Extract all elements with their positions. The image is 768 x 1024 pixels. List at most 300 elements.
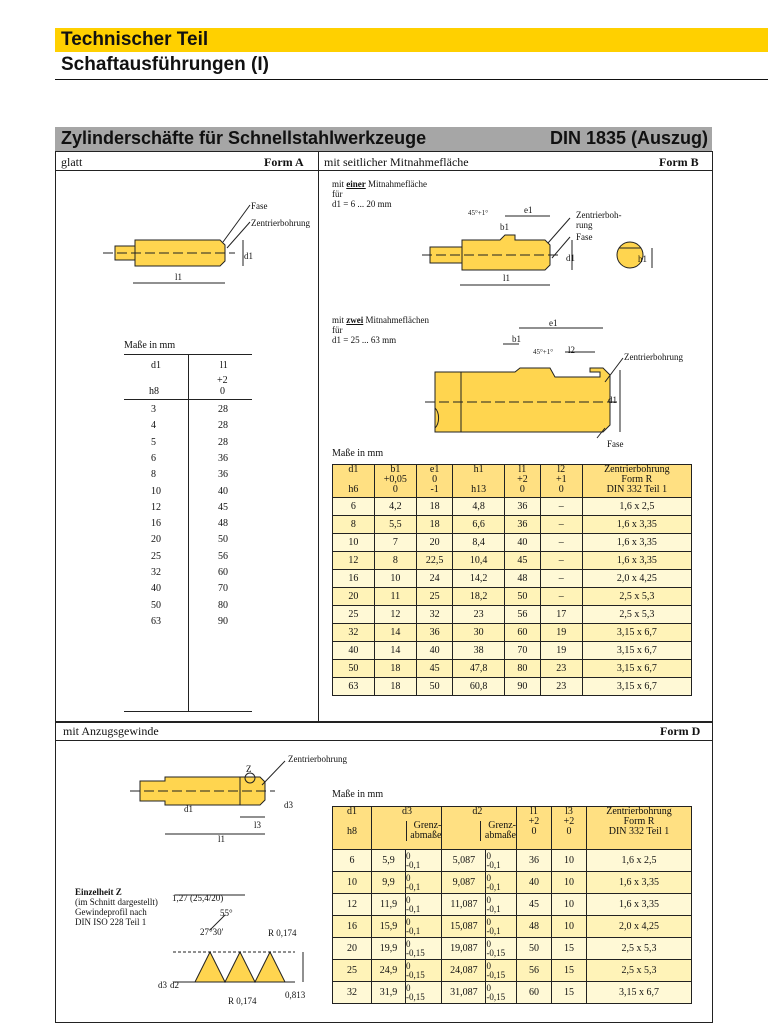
formb-cell: 14 bbox=[374, 624, 416, 642]
formb-drawing-two bbox=[425, 320, 705, 450]
formd-grenz-up: 0 bbox=[406, 960, 411, 971]
formd-r1: R 0,174 bbox=[268, 928, 297, 938]
formb-cell: 4,8 bbox=[453, 498, 505, 516]
formd-einzel-l3: Gewindeprofil nach bbox=[75, 907, 147, 917]
forma-d1: d1 bbox=[244, 251, 253, 261]
formb-cell: 45 bbox=[417, 660, 453, 678]
table-row bbox=[333, 916, 692, 938]
formd-einzel-l4: DIN ISO 228 Teil 1 bbox=[75, 917, 147, 927]
formd-drawing bbox=[130, 755, 310, 840]
formb-two-fuer: für bbox=[332, 325, 343, 335]
formb-cell: 1,6 x 2,5 bbox=[582, 498, 691, 516]
formd-cell: 10 bbox=[552, 916, 587, 938]
forma-label: glatt bbox=[61, 155, 83, 169]
section-bar bbox=[55, 127, 712, 151]
formb2-fase: Fase bbox=[607, 439, 624, 449]
formd-grenz-low: -0,1 bbox=[486, 881, 501, 892]
formd-cell: 10 bbox=[552, 850, 587, 872]
formb-head-cell bbox=[417, 465, 453, 498]
formd-head-cell bbox=[372, 807, 442, 850]
formd-grenz-cell bbox=[406, 982, 442, 1004]
formd-d1: d1 bbox=[184, 804, 193, 814]
formb-cell: 2,5 x 5,3 bbox=[582, 606, 691, 624]
table-row bbox=[333, 624, 692, 642]
formd-cell: 56 bbox=[517, 960, 552, 982]
forma-cell: 56 bbox=[218, 550, 228, 562]
formb-cell: 14 bbox=[374, 642, 416, 660]
formd-grenz-up: 0 bbox=[486, 938, 491, 949]
formb-one-post: Mitnahmefläche bbox=[368, 179, 427, 189]
formb-cell: 25 bbox=[417, 588, 453, 606]
forma-cell: 36 bbox=[218, 469, 228, 481]
header-divider bbox=[55, 79, 768, 80]
formd-a1: 55° bbox=[220, 908, 233, 918]
formd-head-text: l3 bbox=[565, 806, 573, 817]
formb-two-text bbox=[332, 315, 429, 345]
formb-head-text: d1 bbox=[348, 464, 359, 475]
forma-cell: 70 bbox=[218, 583, 228, 595]
section-norm: DIN 1835 (Auszug) bbox=[549, 128, 708, 148]
formd-grenz-low: -0,15 bbox=[406, 991, 425, 1002]
formb-cell: 40 bbox=[504, 534, 540, 552]
formd-cell: 15 bbox=[552, 982, 587, 1004]
formd-cell: 40 bbox=[517, 872, 552, 894]
formb-cell: 18,2 bbox=[453, 588, 505, 606]
formd-pitch: 1,27 (25,4/20) bbox=[172, 893, 224, 903]
formd-cell: 50 bbox=[517, 938, 552, 960]
forma-h2-up: +2 bbox=[217, 375, 228, 386]
formb2-l2: l2 bbox=[568, 345, 576, 355]
formb-cell: 23 bbox=[453, 606, 505, 624]
formb-e1: e1 bbox=[524, 205, 533, 215]
formb-form: Form B bbox=[659, 155, 699, 169]
formd-cell: 15,087 bbox=[442, 916, 486, 938]
forma-cell: 16 bbox=[151, 518, 161, 530]
formb-cell: 40 bbox=[417, 642, 453, 660]
formb-d1: d1 bbox=[566, 253, 575, 263]
formd-head-text: d3 bbox=[402, 806, 412, 817]
forma-cell: 4 bbox=[151, 420, 156, 432]
formb-cell: 10 bbox=[374, 570, 416, 588]
formd-form: Form D bbox=[660, 724, 701, 738]
formd-cell: 1,6 x 3,35 bbox=[587, 872, 692, 894]
formd-cell: 31,087 bbox=[442, 982, 486, 1004]
formb-fase: Fase bbox=[576, 232, 593, 242]
forma-drawing bbox=[95, 190, 315, 290]
formb-cell: 6,6 bbox=[453, 516, 505, 534]
formd-cell: 15,9 bbox=[372, 916, 406, 938]
forma-cell: 50 bbox=[218, 534, 228, 546]
formb-cell: 6 bbox=[333, 498, 375, 516]
formb-cell: 25 bbox=[333, 606, 375, 624]
header-title: Technischer Teil bbox=[61, 29, 209, 50]
formd-head-text: +2 bbox=[528, 816, 540, 827]
formb-cell: 1,6 x 3,35 bbox=[582, 516, 691, 534]
forma-cell: 28 bbox=[218, 420, 228, 432]
formb-zentrier bbox=[576, 210, 621, 230]
formd-grenz-low: -0,15 bbox=[486, 969, 506, 980]
formb2-d1: d1 bbox=[608, 395, 617, 405]
table-row bbox=[333, 552, 692, 570]
formb-head-text: e1 bbox=[429, 464, 440, 475]
formd-head-text: 0 bbox=[531, 826, 537, 837]
formd-grenz-a: Grenz- bbox=[488, 820, 516, 831]
formd-grenz-cell bbox=[486, 960, 517, 982]
formd-cell: 1,6 x 3,35 bbox=[587, 894, 692, 916]
formb-cell: 40 bbox=[333, 642, 375, 660]
formb-cell: 8 bbox=[333, 516, 375, 534]
formd-grenz-up: 0 bbox=[486, 982, 491, 993]
formd-grenz-cell bbox=[406, 894, 442, 916]
formb-cell: 10,4 bbox=[453, 552, 505, 570]
formd-l1: l1 bbox=[218, 834, 226, 844]
formd-grenz-cell bbox=[486, 982, 517, 1004]
table-row bbox=[333, 678, 692, 696]
formb-cell: 4,2 bbox=[374, 498, 416, 516]
formd-einzel-l2: (im Schnitt dargestellt) bbox=[75, 897, 158, 907]
formb-cell: 2,0 x 4,25 bbox=[582, 570, 691, 588]
formd-cell: 12 bbox=[333, 894, 372, 916]
formd-cell: 2,0 x 4,25 bbox=[587, 916, 692, 938]
formd-cell: 11,087 bbox=[442, 894, 486, 916]
formb-cell: 22,5 bbox=[417, 552, 453, 570]
formd-cell: 1,6 x 2,5 bbox=[587, 850, 692, 872]
formd-grenz-low: -0,1 bbox=[406, 881, 421, 892]
formd-cell: 2,5 x 5,3 bbox=[587, 938, 692, 960]
forma-h2: l1 bbox=[220, 360, 228, 371]
formb-cell: 16 bbox=[333, 570, 375, 588]
formd-head-text: 0 bbox=[566, 826, 572, 837]
frame-bottom-head-line bbox=[55, 740, 712, 741]
formb-head-cell bbox=[582, 465, 691, 498]
formd-head-text: h8 bbox=[347, 826, 357, 837]
formd-cell: 60 bbox=[517, 982, 552, 1004]
formd-cell: 3,15 x 6,7 bbox=[587, 982, 692, 1004]
table-row bbox=[333, 960, 692, 982]
formd-grenz-cell bbox=[486, 872, 517, 894]
formd-grenz-up: 0 bbox=[486, 850, 491, 861]
formd-label: mit Anzugsgewinde bbox=[63, 724, 159, 738]
formd-cell: 6 bbox=[333, 850, 372, 872]
formd-cell: 16 bbox=[333, 916, 372, 938]
formb-h1: h1 bbox=[638, 254, 647, 264]
formb-cell: – bbox=[540, 552, 582, 570]
formb-cell: 38 bbox=[453, 642, 505, 660]
formb-cell: 60,8 bbox=[453, 678, 505, 696]
formd-grenz-low: -0,1 bbox=[486, 925, 501, 936]
formb-head-text: +1 bbox=[555, 474, 567, 485]
formd-cell: 10 bbox=[552, 872, 587, 894]
formd-grenz-a: Grenz- bbox=[413, 820, 442, 831]
formd-cell: 5,9 bbox=[372, 850, 406, 872]
formb-head-text: h13 bbox=[471, 484, 487, 495]
forma-cell: 48 bbox=[218, 518, 228, 530]
formb-head-text: Zentrierbohrung bbox=[604, 464, 670, 475]
formd-masse: Maße in mm bbox=[332, 789, 384, 800]
forma-cell: 28 bbox=[218, 404, 228, 415]
formb-one-pre: mit bbox=[332, 179, 345, 189]
table-row bbox=[333, 894, 692, 916]
formb-cell: 90 bbox=[504, 678, 540, 696]
formd-grenz-up: 0 bbox=[406, 850, 411, 861]
formd-cell: 11,9 bbox=[372, 894, 406, 916]
forma-cell: 40 bbox=[151, 583, 161, 595]
formb-one-fuer: für bbox=[332, 189, 343, 199]
formd-grenz-cell bbox=[486, 850, 517, 872]
formd-grenz-cell bbox=[486, 916, 517, 938]
table-row bbox=[333, 516, 692, 534]
formd-cell: 32 bbox=[333, 982, 372, 1004]
formd-cell: 9,9 bbox=[372, 872, 406, 894]
formd-head-cell bbox=[587, 807, 692, 850]
formd-cell: 15 bbox=[552, 960, 587, 982]
formb-cell: 5,5 bbox=[374, 516, 416, 534]
formd-head-text: Zentrierbohrung bbox=[606, 806, 672, 817]
formd-grenz-low: -0,1 bbox=[406, 903, 421, 914]
table-row bbox=[333, 642, 692, 660]
formb-head-cell bbox=[540, 465, 582, 498]
formd-cell: 45 bbox=[517, 894, 552, 916]
formb-head-cell bbox=[453, 465, 505, 498]
formd-zentrier: Zentrierbohrung bbox=[288, 754, 347, 764]
table-row bbox=[333, 872, 692, 894]
formb-cell: 23 bbox=[540, 678, 582, 696]
formb-two-post: Mitnahmeflächen bbox=[365, 315, 429, 325]
formb-cell: 50 bbox=[504, 588, 540, 606]
formd-cell: 19,087 bbox=[442, 938, 486, 960]
forma-cell: 5 bbox=[151, 436, 156, 448]
formb-head-text: Form R bbox=[621, 474, 653, 485]
formd-cell: 31,9 bbox=[372, 982, 406, 1004]
formd-head-cell bbox=[517, 807, 552, 850]
frame-head-line bbox=[55, 170, 712, 171]
formd-grenz-up: 0 bbox=[406, 872, 411, 883]
formb-cell: 19 bbox=[540, 624, 582, 642]
formb-cell: 18 bbox=[417, 516, 453, 534]
formd-cell: 24,087 bbox=[442, 960, 486, 982]
forma-cell: 12 bbox=[151, 501, 161, 513]
formb-cell: 80 bbox=[504, 660, 540, 678]
formd-cell: 10 bbox=[333, 872, 372, 894]
formb-cell: 20 bbox=[417, 534, 453, 552]
section-title: Zylinderschäfte für Schnellstahlwerkzeuge bbox=[61, 128, 427, 148]
formb-cell: 63 bbox=[333, 678, 375, 696]
formd-grenz-low: -0,1 bbox=[486, 859, 501, 870]
forma-l1: l1 bbox=[175, 272, 183, 282]
formb-cell: 56 bbox=[504, 606, 540, 624]
formd-head-text: DIN 332 Teil 1 bbox=[608, 826, 670, 837]
formd-head-cell bbox=[333, 807, 372, 850]
formd-grenz-low: -0,15 bbox=[406, 947, 425, 958]
formb-cell: – bbox=[540, 570, 582, 588]
formd-grenz-up: 0 bbox=[486, 916, 491, 927]
formb-label: mit seitlicher Mitnahmefläche bbox=[324, 155, 469, 169]
formb-cell: 18 bbox=[374, 678, 416, 696]
formb-head-text: 0 bbox=[392, 484, 398, 495]
formb-cell: 50 bbox=[417, 678, 453, 696]
formd-cell: 36 bbox=[517, 850, 552, 872]
formd-grenz-up: 0 bbox=[406, 938, 411, 949]
formb-table bbox=[332, 464, 692, 696]
formb-cell: 17 bbox=[540, 606, 582, 624]
formb-cell: 24 bbox=[417, 570, 453, 588]
formb-cell: 1,6 x 3,35 bbox=[582, 552, 691, 570]
formd-einzel bbox=[75, 887, 158, 927]
table-row bbox=[333, 982, 692, 1004]
formb-cell: 1,6 x 3,35 bbox=[582, 534, 691, 552]
header-subtitle: Schaftausführungen (I) bbox=[61, 54, 269, 75]
table-row bbox=[333, 570, 692, 588]
formb-cell: 18 bbox=[374, 660, 416, 678]
formb-cell: 36 bbox=[504, 498, 540, 516]
formb-cell: 36 bbox=[504, 516, 540, 534]
forma-cell: 60 bbox=[218, 567, 228, 578]
formb-cell: 2,5 x 5,3 bbox=[582, 588, 691, 606]
formb-cell: – bbox=[540, 498, 582, 516]
formb-head-text: 0 bbox=[558, 484, 564, 495]
formd-grenz-cell bbox=[406, 872, 442, 894]
formd-cell: 25 bbox=[333, 960, 372, 982]
formd-grenz-b: abmaße bbox=[484, 830, 516, 841]
formd-head-text: Form R bbox=[623, 816, 655, 827]
formb-cell: 3,15 x 6,7 bbox=[582, 624, 691, 642]
forma-cell: 80 bbox=[218, 599, 228, 611]
formb-cell: – bbox=[540, 534, 582, 552]
formb-cell: 36 bbox=[417, 624, 453, 642]
forma-cell: 25 bbox=[151, 550, 161, 562]
formd-grenz-cell bbox=[406, 960, 442, 982]
formb-head-cell bbox=[374, 465, 416, 498]
formb-cell: – bbox=[540, 516, 582, 534]
formb-cell: 48 bbox=[504, 570, 540, 588]
formb-cell: 23 bbox=[540, 660, 582, 678]
formb-head-text: +0,05 bbox=[383, 474, 407, 485]
formd-head-text: d2 bbox=[472, 806, 483, 817]
formd-grenz-b: abmaße bbox=[410, 830, 442, 841]
forma-cell: 10 bbox=[151, 485, 161, 497]
formd-grenz-cell bbox=[406, 916, 442, 938]
formb2-angle: 45°+1° bbox=[533, 348, 554, 356]
formb-cell: 12 bbox=[374, 606, 416, 624]
formd-grenz-up: 0 bbox=[486, 872, 491, 883]
formb-one-text bbox=[332, 179, 427, 209]
forma-fase: Fase bbox=[251, 201, 268, 211]
formd-grenz-up: 0 bbox=[406, 894, 411, 905]
formb-cell: 12 bbox=[333, 552, 375, 570]
formb-cell: 32 bbox=[417, 606, 453, 624]
formd-grenz-low: -0,1 bbox=[406, 859, 421, 870]
forma-cell: 20 bbox=[151, 534, 161, 546]
formb-cell: 8 bbox=[374, 552, 416, 570]
frame-split bbox=[318, 151, 319, 722]
formd-grenz-cell bbox=[486, 938, 517, 960]
formb-head-text: l1 bbox=[518, 464, 527, 475]
formb-head-text: h6 bbox=[348, 484, 359, 495]
formb-two-range: d1 = 25 ... 63 mm bbox=[332, 335, 397, 345]
formb-head-cell bbox=[333, 465, 375, 498]
formb-drawing-one bbox=[420, 200, 690, 295]
formd-head-text: l1 bbox=[530, 806, 538, 817]
formb-cell: 32 bbox=[333, 624, 375, 642]
formd-grenz bbox=[480, 821, 516, 841]
formb-cell: 18 bbox=[417, 498, 453, 516]
formd-head-text: d1 bbox=[347, 806, 357, 817]
forma-cell: 50 bbox=[151, 599, 161, 611]
formd-cell: 19,9 bbox=[372, 938, 406, 960]
formb2-e1: e1 bbox=[549, 318, 558, 328]
forma-cell: 45 bbox=[218, 501, 228, 513]
formd-cell: 48 bbox=[517, 916, 552, 938]
formb2-zentrier: Zentrierbohrung bbox=[624, 352, 683, 362]
formb-zentrier-b: rung bbox=[576, 220, 593, 230]
formd-head-text: +2 bbox=[563, 816, 575, 827]
forma-form: Form A bbox=[264, 155, 304, 169]
table-row bbox=[333, 660, 692, 678]
formd-cell: 9,087 bbox=[442, 872, 486, 894]
formb-one-word: einer bbox=[346, 179, 366, 189]
forma-h1-tol: h8 bbox=[149, 386, 159, 397]
formb-cell: 3,15 x 6,7 bbox=[582, 642, 691, 660]
formb-cell: 45 bbox=[504, 552, 540, 570]
table-row bbox=[333, 498, 692, 516]
formb-two-word: zwei bbox=[346, 315, 364, 325]
formb-angle: 45°+1° bbox=[468, 209, 489, 217]
table-row bbox=[333, 606, 692, 624]
forma-col-line bbox=[188, 354, 189, 711]
formd-grenz-up: 0 bbox=[486, 894, 491, 905]
table-row bbox=[333, 938, 692, 960]
formd-grenz-up: 0 bbox=[406, 982, 411, 993]
formd-z: Z bbox=[246, 764, 252, 774]
formd-grenz-low: -0,1 bbox=[406, 925, 421, 936]
forma-cell: 3 bbox=[151, 404, 156, 415]
formd-r2: R 0,174 bbox=[228, 996, 257, 1006]
forma-cell: 6 bbox=[151, 452, 156, 464]
forma-h1: d1 bbox=[151, 360, 161, 371]
formb-masse: Maße in mm bbox=[332, 448, 384, 459]
formb-head-text: 0 bbox=[432, 474, 438, 485]
formb2-b1: b1 bbox=[512, 334, 521, 344]
formd-grenz-up: 0 bbox=[486, 960, 491, 971]
forma-cell: 40 bbox=[218, 485, 228, 497]
formb-cell: 70 bbox=[504, 642, 540, 660]
formb-cell: 60 bbox=[504, 624, 540, 642]
formb-head-text: h1 bbox=[473, 464, 484, 475]
forma-h2-low: 0 bbox=[220, 386, 225, 397]
formd-grenz-up: 0 bbox=[406, 916, 411, 927]
formb-head-text: DIN 332 Teil 1 bbox=[606, 484, 668, 495]
formb-l1: l1 bbox=[503, 273, 511, 283]
forma-cell: 63 bbox=[151, 615, 161, 627]
formb-head-text: -1 bbox=[430, 484, 439, 495]
forma-cell: 36 bbox=[218, 452, 228, 464]
formb-cell: – bbox=[540, 588, 582, 606]
formd-grenz-cell bbox=[486, 894, 517, 916]
formb-cell: 47,8 bbox=[453, 660, 505, 678]
formb-cell: 30 bbox=[453, 624, 505, 642]
formd-head-cell bbox=[552, 807, 587, 850]
table-row bbox=[333, 850, 692, 872]
formd-h: 0,813 bbox=[285, 990, 306, 1000]
formd-cell: 5,087 bbox=[442, 850, 486, 872]
formb-head-text: 0 bbox=[519, 484, 525, 495]
formb-cell: 3,15 x 6,7 bbox=[582, 678, 691, 696]
formb-cell: 10 bbox=[333, 534, 375, 552]
formb-cell: 7 bbox=[374, 534, 416, 552]
table-row bbox=[333, 534, 692, 552]
formd-grenz-cell bbox=[406, 850, 442, 872]
formd-grenz bbox=[406, 821, 441, 841]
